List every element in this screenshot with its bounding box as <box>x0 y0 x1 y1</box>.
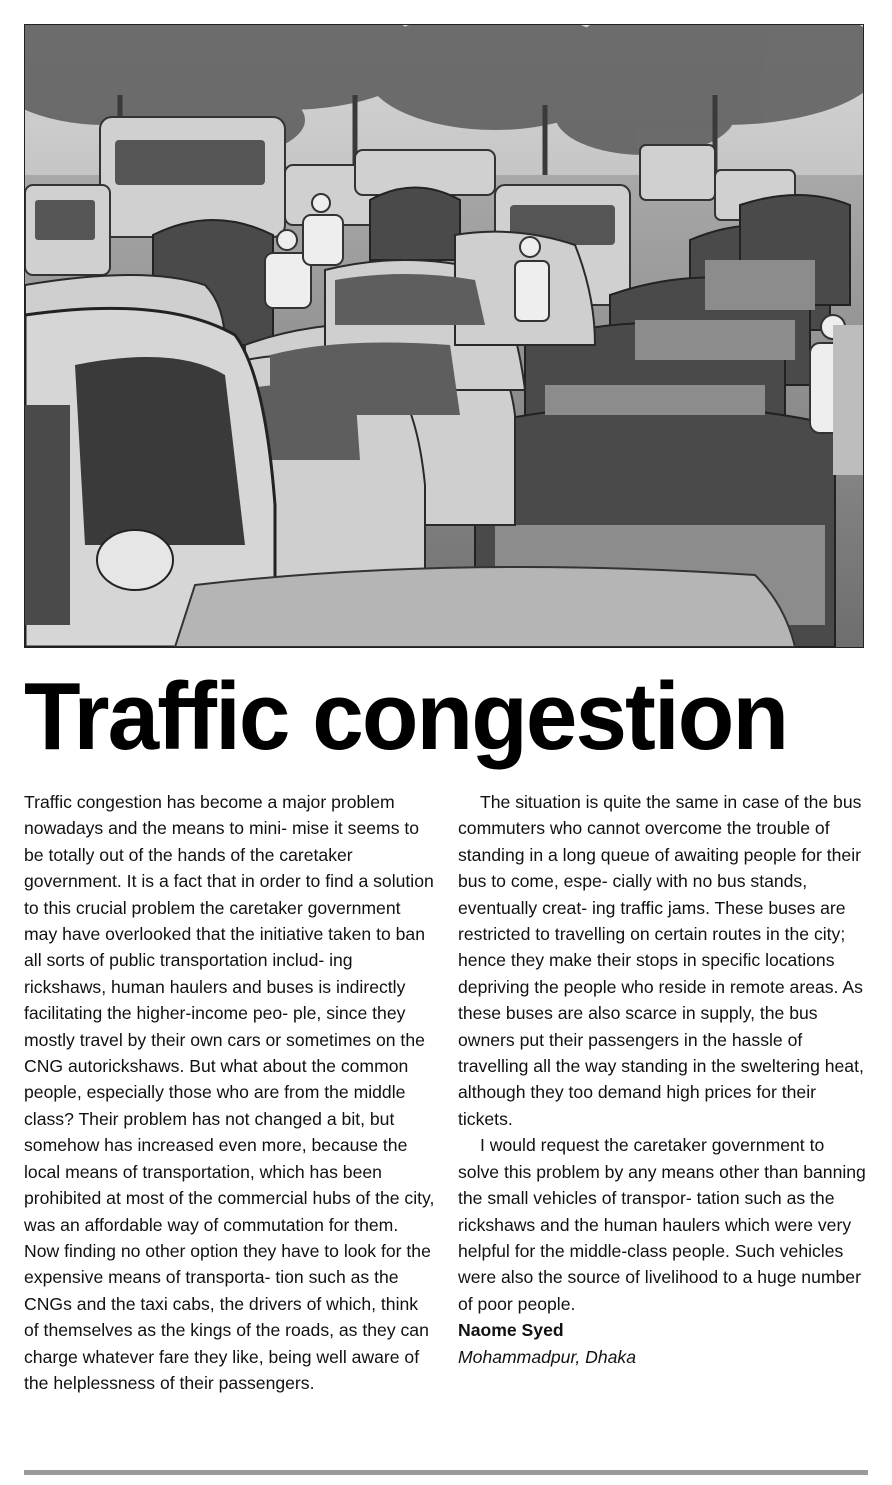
author-name: Naome Syed <box>458 1320 564 1341</box>
paragraph-3: I would request the caretaker government to solve this problem by any means other than banning the small vehicles of transpor- tation such as the rickshaws and the human haulers which were very helpful for the middle-class people. Such vehicles were also the source of livelihood to a huge number of poor people. <box>458 1135 866 1314</box>
traffic-photo <box>24 24 864 648</box>
headline: Traffic congestion <box>24 663 788 770</box>
paragraph-1: Traffic congestion has become a major problem nowadays and the means to mini- mise it seems to be totally out of the hands of the caretaker government. It is a fact that in order to find a solution to this crucial problem the caretaker government may have overlooked that the initiative taken to ban all sorts of public transportation includ- ing rickshaws, human haulers and buses is indirectly facilitating the higher-income peo- ple, since they mostly travel by their own cars or sometimes on the CNG autorickshaws. But what about the common people, especially those who are from the middle class? Their problem has not changed a bit, but somehow has increased even more, because the local means of transportation, which has been prohibited at most of the commercial hubs of the city, was an affordable way of commutation for them. Now finding no other option they have to look for the expensive means of transporta- tion such as the CNGs and the taxi cabs, the drivers of which, think of themselves as the kings of the roads, as they can charge whatever fare they like, being well aware of the helplessness of their passengers. <box>24 792 435 1393</box>
paragraph-2: The situation is quite the same in case of the bus commuters who cannot overcome the trouble of standing in a long queue of awaiting people for their bus to come, espe- cially with no bus stands, eventually creat- ing traffic jams. These buses are restricted to travelling on certain routes in the city; hence they make their stops in specific locations depriving the people who reside in remote areas. As these buses are also scarce in supply, the bus owners put their passengers in the hassle of travelling all the way standing in the sweltering heat, although they too demand high prices for their tickets. <box>458 792 864 1129</box>
author-location: Mohammadpur, Dhaka <box>458 1346 636 1367</box>
bottom-divider <box>24 1470 868 1475</box>
article-column-left <box>24 789 436 1396</box>
article-column-right <box>458 789 866 1370</box>
